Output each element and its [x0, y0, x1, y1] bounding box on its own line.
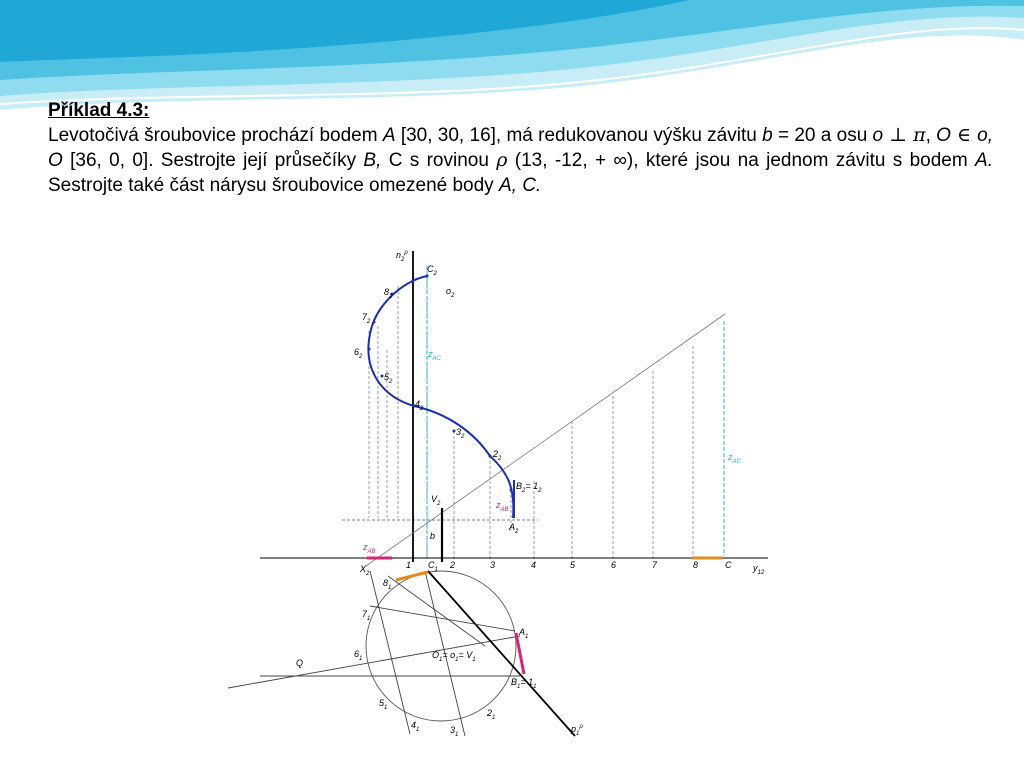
helix-front-view	[368, 276, 513, 518]
label-3-1: $3_1$	[450, 725, 459, 738]
construction-line	[370, 606, 515, 631]
label-7-2: $7_2$	[362, 312, 371, 325]
label-c2: $C_2$	[427, 264, 437, 277]
pi-symbol: π	[913, 124, 926, 146]
text-run: (13, -12, + ∞), které jsou na jednom závitu s bodem	[507, 150, 976, 171]
label-2-2: $2_2$	[493, 449, 502, 462]
slide-title: Příklad 4.3:	[48, 100, 150, 121]
rho-symbol: ρ	[496, 149, 508, 171]
label-2-1: $2_1$	[487, 708, 496, 721]
label-zab-axis: $z_{AB}$	[363, 542, 376, 555]
text-run: = 20 a osu	[772, 125, 873, 146]
points-ac: A, C.	[498, 175, 542, 196]
label-b1: $B_1= 1_1$	[511, 677, 537, 690]
label-v2: $V_2$	[431, 494, 441, 507]
magenta-arc	[516, 633, 524, 674]
axis-label-3: 3	[490, 560, 496, 570]
label-x2: $X_2$	[360, 564, 370, 577]
label-5-2: $5_2$	[384, 372, 393, 385]
axis-label-1: 1	[406, 560, 412, 570]
text-run: ,	[925, 125, 937, 146]
label-b2: $B_2= 1_2$	[516, 481, 542, 494]
point-a: A.	[975, 150, 993, 171]
axis-label-c1: $C_1$	[428, 560, 438, 573]
axis-label-5: 5	[570, 560, 576, 570]
label-5-1: $5_1$	[379, 698, 388, 711]
text-run: Levotočivá šroubovice prochází bodem	[48, 125, 383, 146]
text-run: Sestrojte také část nárysu šroubovice omezené body	[48, 175, 499, 196]
label-a1: $A_1$	[519, 627, 529, 640]
construction-line	[370, 571, 410, 734]
label-zac-right: $z_{AC}$	[728, 452, 741, 465]
construction-figure	[220, 246, 790, 748]
axis-label-8: 8	[693, 560, 699, 570]
text-run: [36, 0, 0]. Sestrojte její průsečíky	[62, 150, 364, 171]
label-q: Q	[296, 658, 304, 668]
label-4-2: $4_2$	[415, 399, 424, 412]
plane-trace	[366, 314, 725, 566]
construction-drawing	[220, 246, 790, 748]
label-4-1: $4_1$	[411, 720, 420, 733]
label-zac-left: $z_{AC}$	[428, 349, 441, 362]
label-6-2: $6_2$	[354, 347, 363, 360]
axis-label-c: C	[725, 560, 732, 570]
axis-label-7: 7	[652, 560, 658, 570]
label-3-2: $3_2$	[456, 427, 465, 440]
point-a: A	[382, 125, 396, 146]
var-o-o: o, O	[48, 125, 993, 171]
label-p1: $p_1^\rho$	[571, 724, 583, 737]
point-b: B,	[363, 150, 382, 171]
label-8-1: $8_1$	[383, 578, 392, 591]
problem-text	[48, 98, 993, 198]
label-8-2: $8_2$	[384, 287, 393, 300]
perp-symbol: ⊥	[883, 124, 914, 146]
axis-label-4: 4	[531, 560, 537, 570]
text-run: C s rovinou	[381, 150, 497, 171]
text-run: [30, 30, 16], má redukovanou výšku závitu	[395, 125, 763, 146]
label-y12: $y_{12}$	[753, 563, 765, 576]
label-b: b	[430, 531, 436, 541]
label-7-1: $7_1$	[362, 609, 371, 622]
label-n2: $n_2^\rho$	[396, 250, 408, 263]
axis-label-6: 6	[611, 560, 617, 570]
label-o1: $O_1= o_1= V_1$	[432, 650, 476, 663]
var-o: o	[872, 125, 884, 146]
label-zab: $z_{AB}$	[496, 500, 509, 513]
label-a2: $A_2$	[509, 522, 519, 535]
element-of-symbol: ∈	[950, 124, 978, 146]
problem-statement	[48, 123, 993, 198]
radius-line	[388, 576, 485, 646]
label-6-1: $6_1$	[354, 649, 363, 662]
label-o2: $o_2$	[446, 286, 455, 299]
orange-arc	[396, 572, 428, 580]
axis-label-2: 2	[450, 560, 456, 570]
projection-lines	[369, 266, 693, 561]
point-o: O	[936, 125, 951, 146]
var-b: b	[762, 125, 773, 146]
